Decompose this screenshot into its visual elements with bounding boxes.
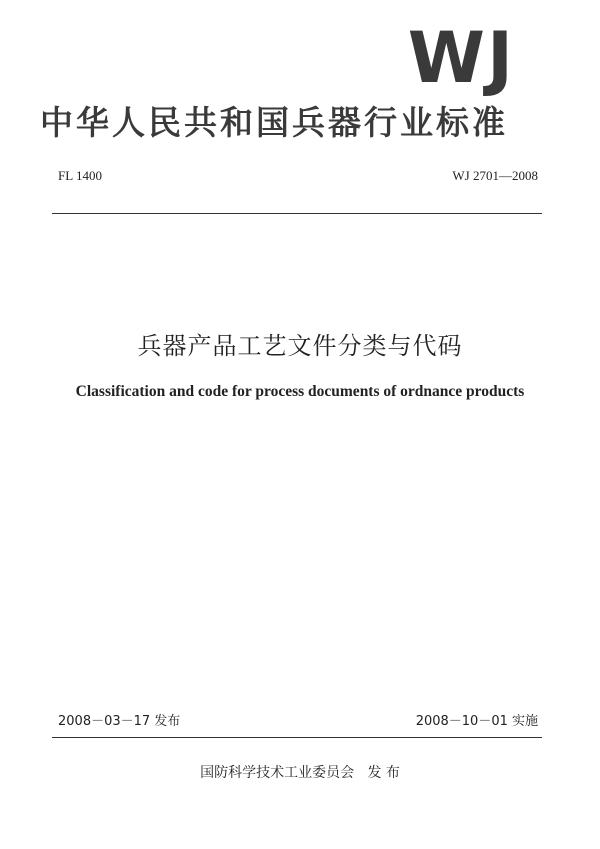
wj-logo: WJ xyxy=(407,17,515,99)
publisher: 国防科学技术工业委员会 发 布 xyxy=(200,765,400,781)
document-title-chinese: 兵器产品工艺文件分类与代码 xyxy=(137,332,463,360)
implementation-date: 2008－10－01 实施 xyxy=(415,714,538,729)
standard-number: WJ 2701—2008 xyxy=(452,168,538,183)
issue-date: 2008－03－17 发布 xyxy=(58,714,181,729)
standard-title: 中华人民共和国兵器行业标准 xyxy=(40,103,508,142)
top-divider xyxy=(52,213,542,214)
bottom-divider xyxy=(52,737,542,738)
classification-code: FL 1400 xyxy=(58,168,102,183)
document-title-english: Classification and code for process documents of ordnance products xyxy=(75,383,525,400)
